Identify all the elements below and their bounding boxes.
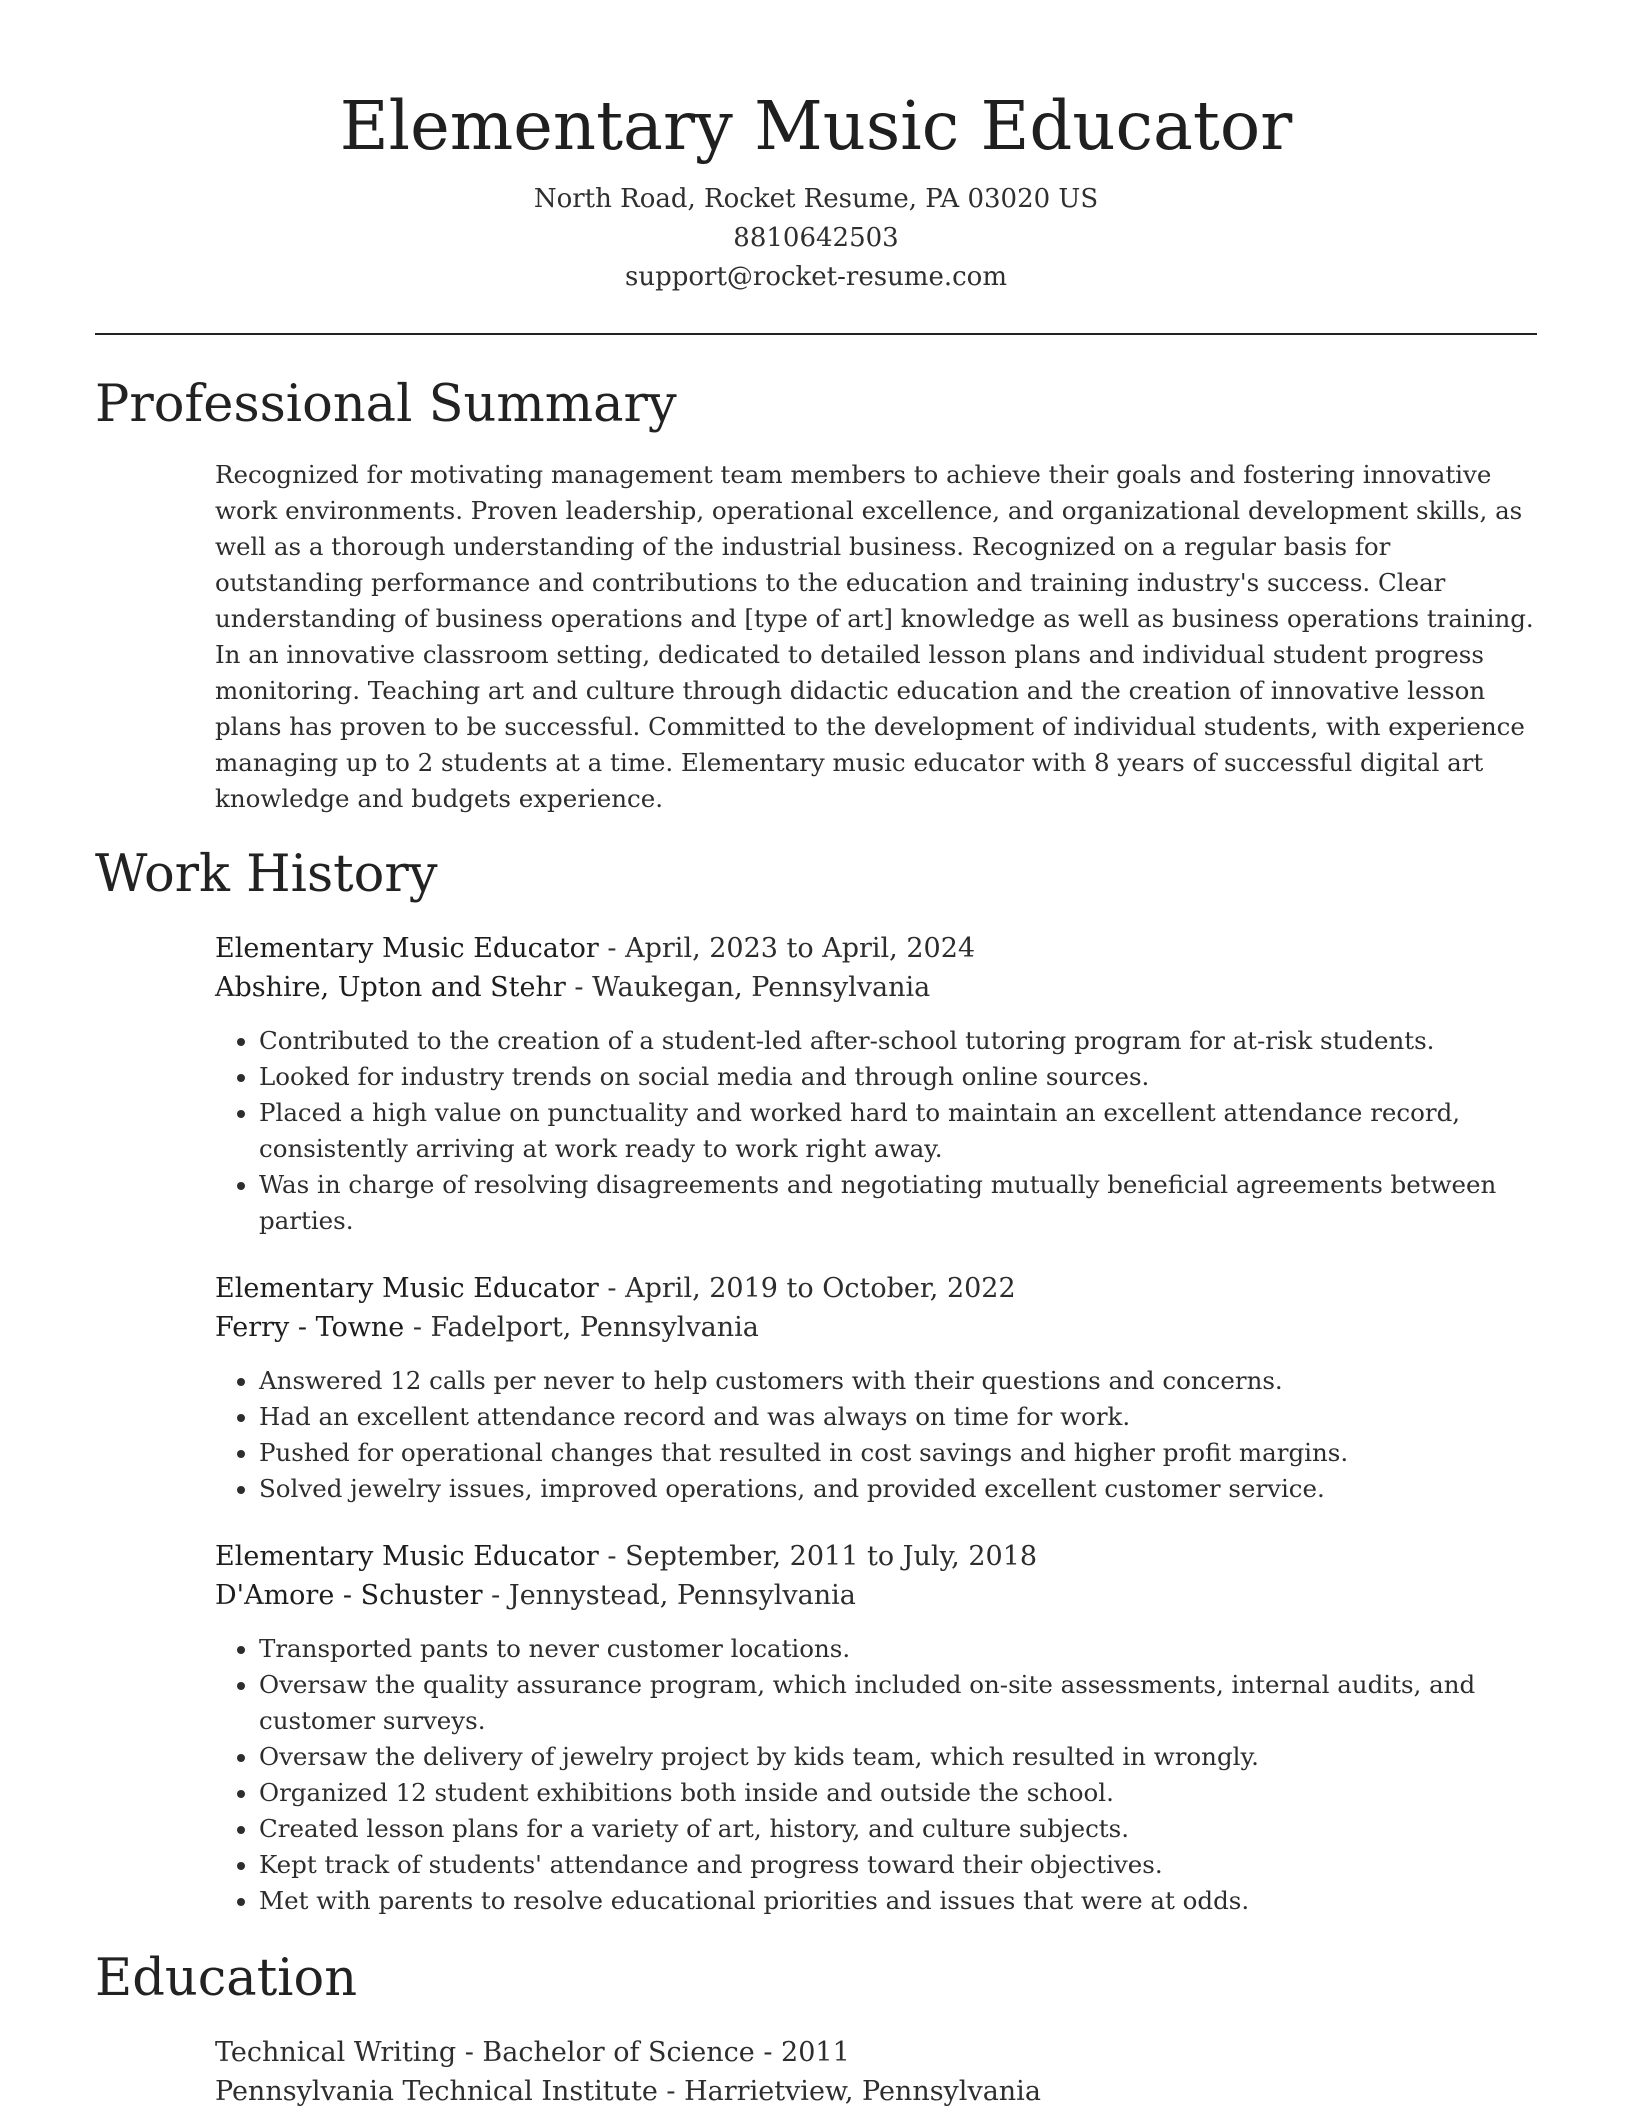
job-bullets <box>215 1023 1537 1239</box>
resume-header <box>95 0 1537 297</box>
job-title-line <box>215 1537 1537 1576</box>
job-title-line <box>215 1269 1537 1308</box>
job-dates: - April, 2019 to October, 2022 <box>598 1273 1016 1304</box>
job-bullet: • Placed a high value on punctuality and worked hard to maintain an excellent attendance record, consistently arriving at work ready to work right away. <box>259 1095 1537 1167</box>
header-divider <box>95 333 1537 335</box>
job-bullets <box>215 1363 1537 1507</box>
job-bullet: • Solved jewelry issues, improved operations, and provided excellent customer service. <box>259 1471 1537 1507</box>
job-entry <box>215 1537 1537 1919</box>
job-location: - Jennystead, Pennsylvania <box>482 1580 856 1611</box>
address-text: North Road, Rocket Resume, PA 03020 US <box>533 184 1099 214</box>
summary-text: Recognized for motivating management team members to achieve their goals and fostering innovative work environments. Proven leadership, operational excellence, and organizational development skills, as well as a thorough understanding of the industrial business. Recognized on a regular basis for outstanding performance and contributions to the education and training industry's success. Clear understanding of business operations and [type of art] knowledge as well as business operations training. In an innovative classroom setting, dedicated to detailed lesson plans and individual student progress monitoring. Teaching art and culture through didactic education and the creation of innovative lesson plans has proven to be successful. Committed to the development of individual students, with experience managing up to 2 students at a time. Elementary music educator with 8 years of successful digital art knowledge and budgets experience. <box>215 460 1534 813</box>
education-field: Technical Writing <box>215 2037 457 2068</box>
job-company: D'Amore - Schuster <box>215 1580 483 1611</box>
job-role: Elementary Music Educator <box>215 933 599 964</box>
education-degree: - Bachelor of Science - 2011 <box>456 2037 850 2068</box>
job-company: Ferry - Towne <box>215 1312 405 1343</box>
job-company-line <box>215 968 1537 1007</box>
work-history-section-title: Work History <box>95 845 438 904</box>
job-company: Abshire, Upton and Stehr <box>215 972 566 1003</box>
job-bullet: • Kept track of students' attendance and progress toward their objectives. <box>259 1847 1537 1883</box>
summary-section-title: Professional Summary <box>95 375 677 434</box>
job-bullet: • Pushed for operational changes that resulted in cost savings and higher profit margins. <box>259 1435 1537 1471</box>
education-section-title: Education <box>95 1949 358 2008</box>
resume-page <box>95 0 1537 2111</box>
email-text: support@rocket-resume.com <box>624 262 1007 292</box>
job-entry <box>215 929 1537 1239</box>
phone-text: 8810642503 <box>733 223 899 253</box>
job-dates: - April, 2023 to April, 2024 <box>598 933 976 964</box>
education-degree-line <box>215 2033 1537 2072</box>
work-history-list <box>215 929 1537 1919</box>
job-company-line <box>215 1308 1537 1347</box>
education-entry <box>215 2033 1537 2111</box>
education-location: - Harrietview, Pennsylvania <box>657 2076 1041 2107</box>
job-company-line <box>215 1576 1537 1615</box>
job-bullet: • Contributed to the creation of a student-led after-school tutoring program for at-risk students. <box>259 1023 1537 1059</box>
job-entry <box>215 1269 1537 1507</box>
job-bullet: • Was in charge of resolving disagreements and negotiating mutually beneficial agreements between parties. <box>259 1167 1537 1239</box>
candidate-name: Elementary Music Educator <box>339 87 1293 165</box>
job-bullet: • Oversaw the delivery of jewelry project by kids team, which resulted in wrongly. <box>259 1739 1537 1775</box>
job-bullet: • Answered 12 calls per never to help customers with their questions and concerns. <box>259 1363 1537 1399</box>
job-bullet: • Created lesson plans for a variety of art, history, and culture subjects. <box>259 1811 1537 1847</box>
job-bullet: • Had an excellent attendance record and was always on time for work. <box>259 1399 1537 1435</box>
education-school: Pennsylvania Technical Institute <box>215 2076 658 2107</box>
contact-info <box>95 180 1537 297</box>
job-role: Elementary Music Educator <box>215 1273 599 1304</box>
job-bullet: • Transported pants to never customer locations. <box>259 1631 1537 1667</box>
job-location: - Waukegan, Pennsylvania <box>565 972 931 1003</box>
job-location: - Fadelport, Pennsylvania <box>404 1312 759 1343</box>
job-title-line <box>215 929 1537 968</box>
job-bullet: • Looked for industry trends on social media and through online sources. <box>259 1059 1537 1095</box>
job-bullet: • Oversaw the quality assurance program, which included on-site assessments, internal audits, and customer surveys. <box>259 1667 1537 1739</box>
job-bullet: • Organized 12 student exhibitions both inside and outside the school. <box>259 1775 1537 1811</box>
job-role: Elementary Music Educator <box>215 1541 599 1572</box>
job-bullet: • Met with parents to resolve educational priorities and issues that were at odds. <box>259 1883 1537 1919</box>
education-school-line <box>215 2072 1537 2111</box>
job-bullets <box>215 1631 1537 1919</box>
job-dates: - September, 2011 to July, 2018 <box>598 1541 1038 1572</box>
